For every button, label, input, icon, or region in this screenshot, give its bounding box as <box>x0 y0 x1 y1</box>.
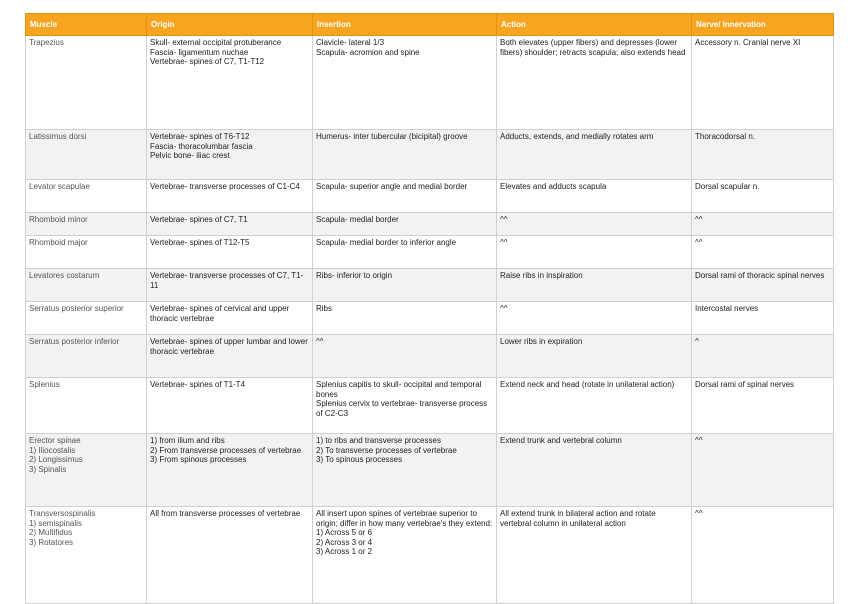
table-row <box>26 335 834 378</box>
cell-line: Humerus- inter tubercular (bicipital) groove <box>316 132 468 141</box>
cell-line: Latissimus dorsi <box>29 132 87 141</box>
cell-nerve <box>692 302 834 335</box>
table-row <box>26 36 834 130</box>
cell-line: Both elevates (upper fibers) and depresses (lower fibers) shoulder; retracts scapula; also extends head <box>500 38 686 57</box>
table-row <box>26 180 834 213</box>
cell-line: Elevates and adducts scapula <box>500 182 607 191</box>
cell-line: ^^ <box>500 304 508 313</box>
header-insertion: Insertion <box>313 14 497 36</box>
header-action: Action <box>497 14 692 36</box>
cell-line: 3) Spinalis <box>29 464 67 474</box>
cell-insertion <box>313 130 497 180</box>
cell-line: 3) Rotatores <box>29 537 74 547</box>
cell-line: 2) From transverse processes of vertebrae <box>150 445 302 455</box>
cell-insertion <box>313 236 497 269</box>
cell-line: Vertebrae- spines of T6-T12 <box>150 132 250 141</box>
table-row <box>26 130 834 180</box>
cell-origin <box>147 302 313 335</box>
cell-muscle <box>26 213 147 236</box>
cell-line: Rhomboid minor <box>29 215 88 224</box>
muscle-table <box>25 13 834 604</box>
cell-line: Scapula- medial border to inferior angle <box>316 238 457 247</box>
cell-line: 1) Iliocostalis <box>29 445 76 455</box>
cell-origin <box>147 130 313 180</box>
cell-action <box>497 130 692 180</box>
cell-nerve <box>692 36 834 130</box>
cell-muscle <box>26 236 147 269</box>
cell-action <box>497 213 692 236</box>
cell-origin <box>147 236 313 269</box>
cell-muscle <box>26 269 147 302</box>
cell-muscle <box>26 130 147 180</box>
cell-nerve <box>692 213 834 236</box>
cell-line: 1) semispinalis <box>29 518 82 528</box>
cell-line: Skull- external occipital protuberance <box>150 38 282 47</box>
cell-line: Splenius <box>29 380 60 389</box>
cell-line: Levator scapulae <box>29 182 90 191</box>
header-nerve: Nerve/ Innervation <box>692 14 834 36</box>
cell-insertion <box>313 378 497 434</box>
cell-line: 1) from ilium and ribs <box>150 436 225 445</box>
cell-line: All insert upon spines of vertebrae superior to origin; differ in how many vertebrae's they extend: <box>316 509 493 528</box>
cell-line: 3) Across 1 or 2 <box>316 547 373 556</box>
cell-line: 2) To transverse processes of vertebrae <box>316 445 457 455</box>
cell-line: ^^ <box>695 509 703 518</box>
cell-line: Vertebrae- spines of T1-T4 <box>150 380 246 389</box>
cell-line: ^^ <box>316 337 324 346</box>
cell-action <box>497 434 692 507</box>
cell-action <box>497 36 692 130</box>
cell-line: Vertebrae- spines of C7, T1-T12 <box>150 57 265 66</box>
cell-line: Ribs <box>316 304 333 313</box>
cell-nerve <box>692 236 834 269</box>
cell-origin <box>147 434 313 507</box>
cell-action <box>497 378 692 434</box>
table-row <box>26 378 834 434</box>
cell-muscle <box>26 180 147 213</box>
cell-nerve <box>692 180 834 213</box>
cell-line: Transversospinalis <box>29 509 96 518</box>
cell-action <box>497 302 692 335</box>
cell-origin <box>147 378 313 434</box>
cell-line: ^ <box>695 337 699 346</box>
cell-insertion <box>313 434 497 507</box>
table-body <box>26 36 834 604</box>
cell-insertion <box>313 507 497 604</box>
table-row <box>26 434 834 507</box>
cell-insertion <box>313 335 497 378</box>
cell-line: Dorsal scapular n. <box>695 182 760 191</box>
cell-muscle <box>26 434 147 507</box>
cell-origin <box>147 507 313 604</box>
cell-line: Lower ribs in expiration <box>500 337 583 346</box>
table-row <box>26 236 834 269</box>
cell-insertion <box>313 269 497 302</box>
cell-line: Dorsal rami of spinal nerves <box>695 380 795 389</box>
cell-line: All extend trunk in bilateral action and rotate vertebral column in unilateral action <box>500 509 656 528</box>
cell-line: Extend trunk and vertebral column <box>500 436 622 445</box>
header-row <box>26 14 834 36</box>
cell-insertion <box>313 213 497 236</box>
cell-action <box>497 335 692 378</box>
cell-line: ^^ <box>695 215 703 224</box>
cell-action <box>497 180 692 213</box>
cell-line: Thoracodorsal n. <box>695 132 756 141</box>
cell-line: Scapula- medial border <box>316 215 399 224</box>
cell-line: 2) Longissimus <box>29 455 83 464</box>
cell-line: Raise ribs in inspiration <box>500 271 583 280</box>
cell-insertion <box>313 180 497 213</box>
cell-line: Vertebrae- transverse processes of C1-C4 <box>150 182 300 191</box>
cell-muscle <box>26 335 147 378</box>
table-row <box>26 507 834 604</box>
cell-insertion <box>313 36 497 130</box>
cell-line: Vertebrae- spines of T12-T5 <box>150 238 250 247</box>
table-row <box>26 302 834 335</box>
cell-line: 2) Multifidus <box>29 528 73 537</box>
cell-line: Levatores costarum <box>29 271 100 280</box>
cell-line: ^^ <box>695 238 703 247</box>
cell-line: Fascia- thoracolumbar fascia <box>150 141 253 151</box>
cell-line: Splenius cervix to vertebrae- transverse process of C2-C3 <box>316 399 488 418</box>
cell-nerve <box>692 507 834 604</box>
cell-line: ^^ <box>500 215 508 224</box>
header-muscle: Muscle <box>26 14 147 36</box>
cell-muscle <box>26 36 147 130</box>
cell-line: 3) From spinous processes <box>150 455 247 464</box>
cell-line: Intercostal nerves <box>695 304 759 313</box>
cell-muscle <box>26 302 147 335</box>
cell-line: ^^ <box>500 238 508 247</box>
cell-muscle <box>26 507 147 604</box>
cell-action <box>497 236 692 269</box>
cell-line: Trapezius <box>29 38 64 47</box>
cell-nerve <box>692 378 834 434</box>
cell-line: Accessory n. Cranial nerve XI <box>695 38 801 47</box>
cell-origin <box>147 335 313 378</box>
table-row <box>26 213 834 236</box>
cell-origin <box>147 213 313 236</box>
cell-nerve <box>692 130 834 180</box>
cell-origin <box>147 36 313 130</box>
cell-nerve <box>692 269 834 302</box>
cell-line: Extend neck and head (rotate in unilateral action) <box>500 380 675 389</box>
cell-insertion <box>313 302 497 335</box>
cell-line: Serratus posterior inferior <box>29 337 120 346</box>
cell-action <box>497 269 692 302</box>
cell-line: Vertebrae- spines of C7, T1 <box>150 215 248 224</box>
cell-line: Vertebrae- spines of upper lumbar and lower thoracic vertebrae <box>150 337 308 356</box>
cell-origin <box>147 269 313 302</box>
cell-line: All from transverse processes of vertebrae <box>150 509 301 518</box>
cell-line: Ribs- inferior to origin <box>316 271 393 280</box>
cell-line: 3) To spinous processes <box>316 455 403 464</box>
cell-muscle <box>26 378 147 434</box>
cell-line: Vertebrae- spines of cervical and upper thoracic vertebrae <box>150 304 290 323</box>
cell-line: 1) Across 5 or 6 <box>316 528 373 537</box>
cell-line: Fascia- ligamentum nuchae <box>150 47 249 57</box>
cell-line: Pelvic bone- iliac crest <box>150 151 230 160</box>
cell-line: Adducts, extends, and medially rotates arm <box>500 132 654 141</box>
cell-action <box>497 507 692 604</box>
cell-line: Erector spinae <box>29 436 81 445</box>
cell-line: Splenius capitis to skull- occipital and temporal bones <box>316 380 482 399</box>
cell-line: Vertebrae- transverse processes of C7, T1-11 <box>150 271 304 290</box>
cell-line: Clavicle- lateral 1/3 <box>316 38 385 47</box>
cell-line: Scapula- acromion and spine <box>316 47 420 57</box>
cell-line: Rhomboid major <box>29 238 88 247</box>
cell-nerve <box>692 335 834 378</box>
cell-line: Serratus posterior superior <box>29 304 124 313</box>
cell-line: 2) Across 3 or 4 <box>316 537 373 547</box>
table-row <box>26 269 834 302</box>
cell-nerve <box>692 434 834 507</box>
cell-line: ^^ <box>695 436 703 445</box>
cell-origin <box>147 180 313 213</box>
cell-line: Scapula- superior angle and medial border <box>316 182 468 191</box>
header-origin: Origin <box>147 14 313 36</box>
cell-line: 1) to ribs and transverse processes <box>316 436 441 445</box>
cell-line: Dorsal rami of thoracic spinal nerves <box>695 271 825 280</box>
